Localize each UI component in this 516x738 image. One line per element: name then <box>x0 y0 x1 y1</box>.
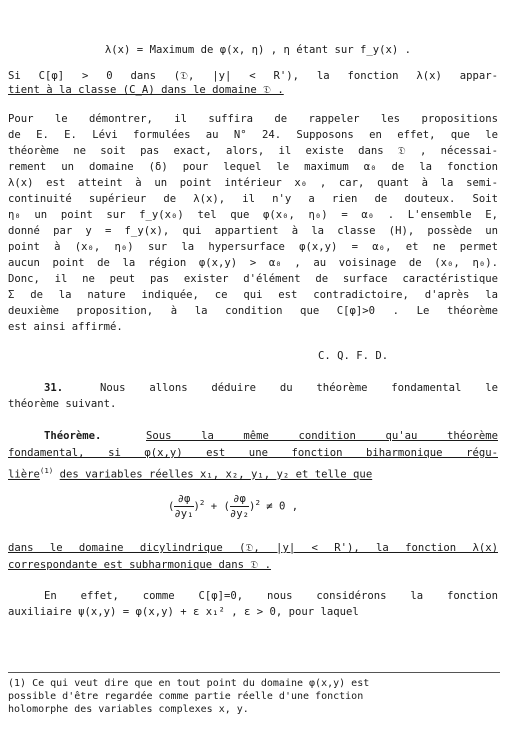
paragraph-line: point à (x₀, η₀) sur la hypersurface φ(x,y) = α₀, et ne permet <box>8 241 498 253</box>
section-line: Nous allons déduire du théorème fondamental le <box>100 382 498 394</box>
paragraph-line: théorème ne soit pas exact, alors, il existe dans 𝔇 , nécessai- <box>8 145 498 157</box>
fraction-numerator: ∂φ <box>230 492 249 507</box>
theorem-line: fondamental, si φ(x,y) est une fonction biharmonique régu- <box>8 447 498 459</box>
paragraph-line: Σ de la nature indiquée, ce qui est contradictoire, d'après la <box>8 289 498 301</box>
fraction-denominator: ∂y₁ <box>174 508 194 520</box>
paragraph-line: est ainsi affirmé. <box>8 321 123 333</box>
footnote-line: possible d'être regardée comme partie réelle d'une fonction <box>8 691 364 702</box>
theorem-line <box>8 559 516 572</box>
theorem-text: des variables réelles x₁, x₂, y₁, y₂ et telle que <box>59 468 373 481</box>
theorem-line <box>8 464 516 482</box>
theorem-line: dans le domaine dicylindrique (𝔇, |y| < R'), la fonction λ(x) <box>8 542 498 554</box>
paragraph-line: λ(x) est atteint à un point intérieur x₀ , car, quant à la semi- <box>8 177 498 189</box>
paragraph-line: En effet, comme C[φ]=0, nous considérons la fonction <box>44 590 498 602</box>
paragraph-line: de E. E. Lévi formulées au N° 24. Supposons en effet, que le <box>8 129 498 141</box>
paragraph-line: donné par y = f_y(x), qui appartient à la classe (H), possède un <box>8 225 498 237</box>
equation-lambda: λ(x) = Maximum de φ(x, η) , η étant sur f_y(x) . <box>104 44 412 56</box>
section-number-text: 31. <box>44 382 64 394</box>
statement-line: Si C[φ] > 0 dans (𝔇, |y| < R'), la fonction λ(x) appar- <box>8 70 498 82</box>
statement-text: tient à la classe (C_A) dans le domaine 𝔇 . <box>8 84 284 96</box>
fraction <box>230 492 249 521</box>
paragraph-line: aucun point de la région φ(x,y) > α₀ , au voisinage de (x₀, η₀). <box>8 257 498 269</box>
paragraph-line: η₀ un point sur f_y(x₀) tel que φ(x₀, η₀) = α₀ . L'ensemble E, <box>8 209 498 221</box>
paragraph-line: deuxième proposition, à la condition que C[φ]>0 . Le théorème <box>8 305 498 317</box>
fraction-denominator: ∂y₂ <box>229 508 250 520</box>
fraction-numerator: ∂φ <box>174 492 193 507</box>
footnote-line: holomorphe des variables complexes x, y. <box>8 704 249 715</box>
paragraph-line: Donc, il ne peut pas exister d'élément de surface caractéristique <box>8 273 498 285</box>
theorem-line: Sous la même condition qu'au théorème <box>146 430 498 442</box>
fraction <box>174 492 193 521</box>
paragraph-line: auxiliaire ψ(x,y) = φ(x,y) + ε x₁² , ε > 0, pour laquel <box>8 606 359 618</box>
footnote-rule <box>8 672 500 673</box>
theorem-text: correspondante est subharmonique dans 𝔇 . <box>8 559 271 571</box>
statement-line <box>8 84 516 97</box>
footnote-mark: (1) <box>39 466 54 475</box>
theorem-label-text: Théorème. <box>44 430 102 442</box>
equation-rest: ≠ 0 , <box>266 500 299 513</box>
equation-derivatives: ( $\frac{\partial\varphi}{\text{∂y₁}}$ )$^2$ + ( $\frac{\partial\varphi}{\text{∂y₂}}$ )$^2$ ≠ 0 , <box>168 493 299 520</box>
paragraph-line: Pour le démontrer, il suffira de rappeler les propositions <box>8 113 498 125</box>
paragraph-line: rement un domaine (δ) pour lequel le maximum α₀ de la fonction <box>8 161 498 173</box>
theorem-text: lière <box>8 468 40 481</box>
section-line: théorème suivant. <box>8 398 117 410</box>
paragraph-line: continuité supérieur de λ(x), il n'y a rien de douteux. Soit <box>8 193 498 205</box>
footnote-line: (1) Ce qui veut dire que en tout point du domaine φ(x,y) est <box>8 678 370 689</box>
cqfd: C. Q. F. D. <box>318 350 389 362</box>
